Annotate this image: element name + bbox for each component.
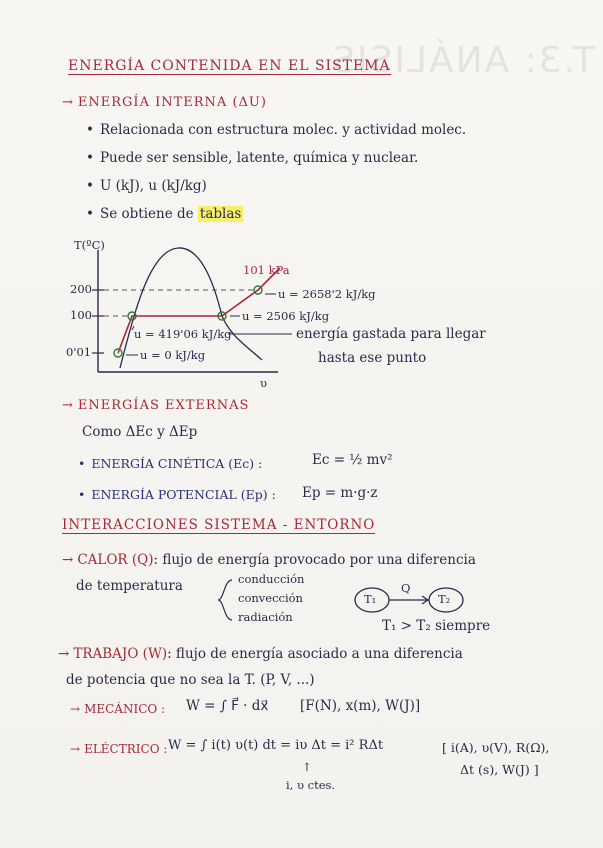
- point-label-superheated: u = 2658'2 kJ/kg: [278, 287, 376, 301]
- point-label-sat-vapor: u = 2506 kJ/kg: [242, 309, 330, 323]
- potencial-label: • ENERGÍA POTENCIAL (Ep) :: [78, 487, 276, 502]
- ctes-arrow: ↑: [302, 760, 312, 774]
- mode-conveccion: convección: [238, 591, 303, 605]
- interna-heading: → ENERGÍA INTERNA (ΔU): [62, 95, 267, 110]
- interacciones-heading: INTERACCIONES SISTEMA - ENTORNO: [62, 517, 376, 533]
- trabajo-text: : flujo de energía asociado a una diferencia: [167, 646, 463, 662]
- interna-bullet-4-text: Se obtiene de: [99, 206, 198, 222]
- q-label: Q: [401, 581, 411, 595]
- y-axis-label: T(ºC): [74, 238, 105, 252]
- ctes-note: i, υ ctes.: [286, 778, 336, 792]
- potencial-formula: Ep = m·g·z: [302, 485, 378, 501]
- cinetica-label: • ENERGÍA CINÉTICA (Ec) :: [78, 456, 262, 471]
- electrico-formula: W = ∫ i(t) υ(t) dt = iυ Δt = i² RΔt: [168, 738, 384, 753]
- bleed-through-text: T.3: ANÁLISIS: [330, 40, 595, 81]
- diagram-note-1: energía gastada para llegar: [296, 326, 486, 342]
- t2-label: T₂: [438, 592, 451, 606]
- point-label-sat-liquid: u = 419'06 kJ/kg: [134, 327, 232, 341]
- mecanico-units: [F(N), x(m), W(J)]: [300, 698, 421, 714]
- diagram-note-2: hasta ese punto: [318, 350, 427, 366]
- trabajo-line: [58, 646, 463, 662]
- y-tick-100: 100: [70, 308, 92, 322]
- calor-text: : flujo de energía provocado por una diferencia: [153, 552, 476, 568]
- calor-label: → CALOR (Q): [62, 552, 153, 568]
- electrico-label: → ELÉCTRICO :: [70, 742, 167, 756]
- electrico-units-2: Δt (s), W(J) ]: [460, 762, 539, 777]
- section-title: ENERGÍA CONTENIDA EN EL SISTEMA: [68, 58, 391, 74]
- mode-conduccion: conducción: [238, 572, 305, 586]
- x-axis-label: υ: [260, 376, 267, 390]
- point-label-initial: u = 0 kJ/kg: [140, 348, 206, 362]
- mecanico-label: → MECÁNICO :: [70, 702, 165, 716]
- externas-heading: → ENERGÍAS EXTERNAS: [62, 398, 249, 413]
- trabajo-text-2: de potencia que no sea la T. (P, V, ...): [66, 672, 315, 688]
- externas-como: Como ΔEc y ΔEp: [82, 424, 198, 440]
- interna-bullet-2: • Puede ser sensible, latente, química y nuclear.: [86, 150, 418, 166]
- t1-label: T₁: [364, 592, 377, 606]
- electrico-units-1: [ i(A), υ(V), R(Ω),: [442, 740, 550, 755]
- trabajo-label: → TRABAJO (W): [58, 646, 167, 662]
- interna-bullet-3: • U (kJ), u (kJ/kg): [86, 178, 207, 194]
- mode-radiacion: radiación: [238, 610, 293, 624]
- y-tick-200: 200: [70, 282, 92, 296]
- cinetica-formula: Ec = ½ mv²: [312, 452, 393, 468]
- tablas-highlight: tablas: [199, 206, 242, 222]
- interna-bullet-1: • Relacionada con estructura molec. y actividad molec.: [86, 122, 466, 138]
- calor-text-2: de temperatura: [76, 578, 183, 594]
- modes-brace: [218, 580, 232, 620]
- y-tick-001: 0'01: [66, 345, 92, 359]
- mecanico-formula: W = ∫ F⃗ · dx⃗: [186, 698, 269, 714]
- pressure-label: 101 kPa: [243, 263, 290, 277]
- siempre-note: T₁ > T₂ siempre: [382, 618, 491, 634]
